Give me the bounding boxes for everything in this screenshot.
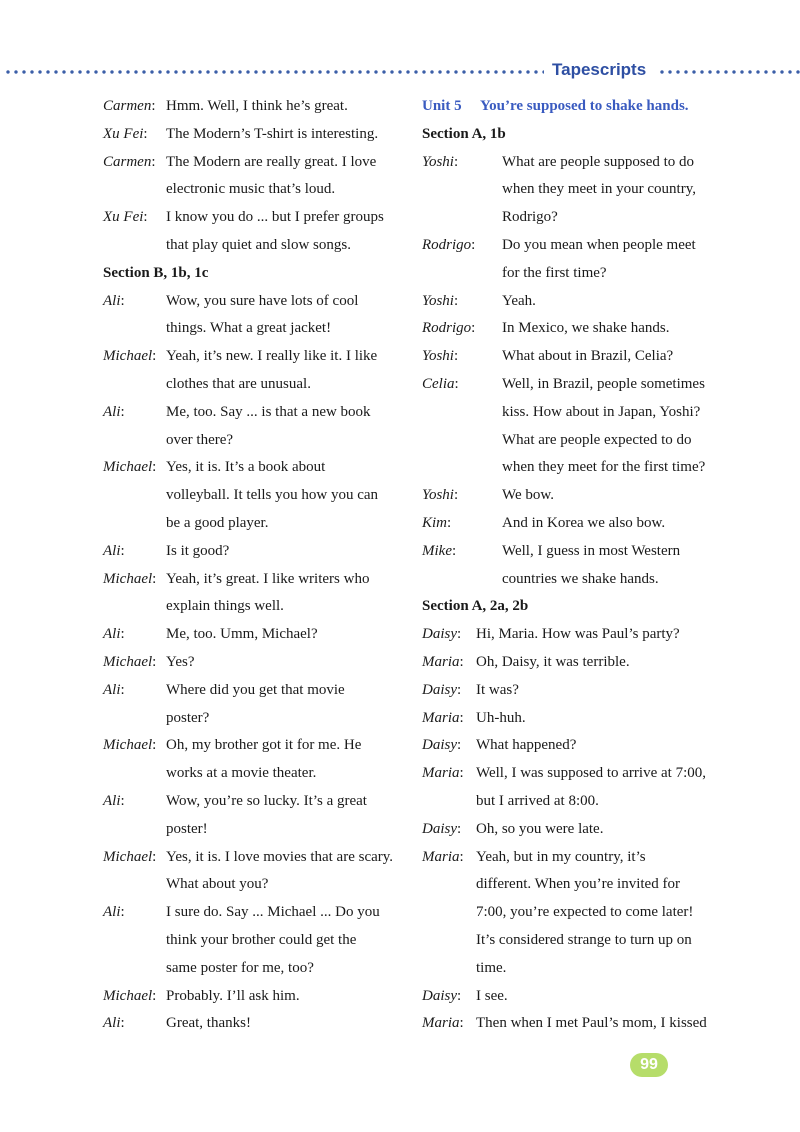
dialogue-line [103,427,403,455]
dialogue-line [103,399,403,427]
speaker-label: Daisy [422,737,457,754]
speaker-name [103,788,166,816]
speaker-name [422,538,502,566]
speaker-label: Ali [103,542,121,559]
speaker-label: Xu Fei [103,209,144,226]
dialogue-text: I sure do. Say ... Michael ... Do you [166,904,380,921]
dialogue-line [103,705,403,733]
speaker-name [103,593,166,621]
dialogue-text: 7:00, you’re expected to come later! [476,904,694,921]
dialogue-text: Great, thanks! [166,1015,251,1032]
dialogue-text: Yeah, but in my country, it’s [476,848,646,865]
dialogue-line [103,288,403,316]
dialogue-line [103,204,403,232]
dialogue-text: Hmm. Well, I think he’s great. [166,98,348,114]
unit-number: Unit 5 [422,98,462,114]
dialogue-text: poster! [166,820,208,837]
speaker-name [422,232,502,260]
speaker-label: Michael [103,459,153,476]
speaker-colon: : [152,459,157,476]
speaker-name [103,871,166,899]
dialogue-text: Where did you get that movie [166,681,345,698]
dialogue-line [422,732,722,760]
speaker-colon: : [459,1015,464,1032]
dialogue-line [103,343,403,371]
speaker-colon: : [120,403,125,420]
dialogue-text: It was? [476,681,519,698]
dialogue-line [103,1010,403,1038]
speaker-label: Maria [422,848,460,865]
dialogue-text: be a good player. [166,514,269,531]
speaker-name [422,454,502,482]
speaker-label: Daisy [422,626,457,643]
dialogue-line [103,371,403,399]
speaker-name [103,983,166,1011]
speaker-name [422,149,502,177]
speaker-name [422,510,502,538]
speaker-name [103,454,166,482]
speaker-label: Maria [422,1015,460,1032]
dialogue-line [103,983,403,1011]
speaker-name [103,482,166,510]
dialogue-text: volleyball. It tells you how you can [166,487,379,504]
dialogue-line [422,677,722,705]
dialogue-line [103,566,403,594]
dialogue-line [103,732,403,760]
speaker-colon: : [457,987,462,1004]
dialogue-text: kiss. How about in Japan, Yoshi? [502,403,701,420]
dialogue-line [422,176,722,204]
dialogue-text: same poster for me, too? [166,959,314,976]
speaker-label: Xu Fei [103,125,144,142]
dialogue-text: Yes, it is. I love movies that are scary. [166,848,394,865]
dialogue-line [422,149,722,177]
speaker-colon: : [152,987,157,1004]
dialogue-line [103,121,403,149]
speaker-label: Ali [103,292,121,309]
speaker-name [103,343,166,371]
speaker-label: Rodrigo [422,320,472,337]
dialogue-line [422,788,722,816]
dialogue-text: Oh, my brother got it for me. He [166,737,362,754]
dialogue-line [103,927,403,955]
speaker-label: Ali [103,681,121,698]
speaker-name [103,371,166,399]
speaker-name [422,621,476,649]
speaker-colon: : [120,542,125,559]
dialogue-text: Me, too. Umm, Michael? [166,626,318,643]
dialogue-line [422,816,722,844]
speaker-label: Maria [422,653,460,670]
speaker-label: Mike [422,542,452,559]
speaker-label: Celia [422,375,455,392]
dialogue-text: Yes, it is. It’s a book about [166,459,326,476]
speaker-name [103,677,166,705]
speaker-colon: : [453,292,459,309]
dialogue-line [103,510,403,538]
speaker-label: Ali [103,403,121,420]
dialogue-line [422,927,722,955]
speaker-name [422,1010,476,1038]
dialogue-line [422,760,722,788]
speaker-name [422,482,502,510]
speaker-label: Michael [103,987,153,1004]
speaker-label: Michael [103,653,153,670]
speaker-name [103,176,166,204]
speaker-colon: : [120,904,125,921]
speaker-name [422,732,476,760]
dialogue-line [422,454,722,482]
dialogue-text: Wow, you sure have lots of cool [166,292,359,309]
speaker-label: Yoshi [422,487,454,504]
dialogue-line [103,760,403,788]
dialogue-text: Well, I guess in most Western [502,542,681,559]
dialogue-text: think your brother could get the [166,931,357,948]
speaker-name [422,871,476,899]
speaker-name [103,427,166,455]
speaker-colon: : [454,375,459,392]
speaker-name [422,760,476,788]
dialogue-text: Wow, you’re so lucky. It’s a great [166,792,367,809]
speaker-colon: : [447,514,452,531]
dialogue-line [103,649,403,677]
speaker-name [422,399,502,427]
dialogue-text: over there? [166,431,234,448]
dialogue-text: What happened? [476,737,577,754]
unit-heading [422,93,722,121]
speaker-label: Ali [103,626,121,643]
speaker-name [422,288,502,316]
speaker-name [422,566,502,594]
dialogue-text: when they meet for the first time? [502,459,706,476]
speaker-colon: : [152,737,157,754]
dialogue-line [422,315,722,343]
speaker-colon: : [453,348,459,365]
dialogue-text: Uh-huh. [476,709,526,726]
speaker-colon: : [457,820,462,837]
speaker-label: Yoshi [422,153,454,170]
dialogue-text: What about you? [166,876,269,893]
speaker-name [422,427,502,455]
dialogue-text: Hi, Maria. How was Paul’s party? [476,626,680,643]
left-column [103,93,403,1038]
speaker-name [103,649,166,677]
dialogue-text: countries we shake hands. [502,570,659,587]
dialogue-text: Oh, so you were late. [476,820,604,837]
dialogue-line [103,677,403,705]
dialogue-line [422,427,722,455]
speaker-name [103,955,166,983]
speaker-colon: : [152,848,157,865]
dialogue-line [422,705,722,733]
speaker-name [103,927,166,955]
dialogue-text: for the first time? [502,264,607,281]
speaker-name [103,538,166,566]
dialogue-line [422,399,722,427]
speaker-label: Rodrigo [422,236,472,253]
speaker-name [422,315,502,343]
dialogue-line [422,510,722,538]
speaker-colon: : [459,709,464,726]
dialogue-line [422,844,722,872]
speaker-label: Maria [422,765,460,782]
speaker-label: Michael [103,348,153,365]
dialogue-line [422,260,722,288]
speaker-colon: : [151,98,156,114]
dialogue-line [103,871,403,899]
dialogue-text: that play quiet and slow songs. [166,236,351,253]
speaker-name [103,121,166,149]
speaker-name [422,816,476,844]
header-dots-left [4,70,544,74]
section-heading: Section A, 2a, 2b [422,598,529,615]
speaker-label: Daisy [422,681,457,698]
dialogue-text: I know you do ... but I prefer groups [166,209,384,226]
dialogue-line [422,871,722,899]
dialogue-text: What about in Brazil, Celia? [502,348,674,365]
dialogue-text: In Mexico, we shake hands. [502,320,670,337]
speaker-label: Michael [103,737,153,754]
dialogue-text: Do you mean when people meet [502,236,696,253]
dialogue-text: electronic music that’s loud. [166,181,336,198]
dialogue-text: clothes that are unusual. [166,375,311,392]
header-dots-right [658,70,800,74]
speaker-colon: : [120,1015,125,1032]
speaker-name [422,343,502,371]
page-header [0,58,800,86]
speaker-name [422,677,476,705]
speaker-label: Maria [422,709,460,726]
dialogue-text: when they meet in your country, [502,181,696,198]
speaker-colon: : [459,653,464,670]
dialogue-line [103,176,403,204]
speaker-name [103,566,166,594]
dialogue-text: poster? [166,709,210,726]
speaker-colon: : [453,487,459,504]
dialogue-text: Oh, Daisy, it was terrible. [476,653,630,670]
speaker-colon: : [120,292,125,309]
speaker-name [103,1010,166,1038]
dialogue-line [422,204,722,232]
speaker-name [103,816,166,844]
speaker-name [422,649,476,677]
dialogue-text: Is it good? [166,542,230,559]
section-heading: Section B, 1b, 1c [103,264,209,281]
page-number: 99 [630,1053,668,1077]
speaker-label: Yoshi [422,292,454,309]
header-title: Tapescripts [552,60,647,79]
dialogue-line [422,1010,722,1038]
speaker-colon: : [120,626,125,643]
speaker-name [103,732,166,760]
speaker-label: Carmen [103,98,152,114]
speaker-label: Michael [103,848,153,865]
section-heading: Section A, 1b [422,125,506,142]
dialogue-line [422,232,722,260]
dialogue-text: We bow. [502,487,554,504]
dialogue-text: Probably. I’ll ask him. [166,987,300,1004]
dialogue-text: What are people supposed to do [502,153,695,170]
dialogue-text: explain things well. [166,598,284,615]
dialogue-text: works at a movie theater. [166,765,317,782]
speaker-name [103,510,166,538]
dialogue-line [103,899,403,927]
dialogue-line [422,649,722,677]
speaker-name [422,955,476,983]
dialogue-line [103,955,403,983]
dialogue-text: Yeah, it’s great. I like writers who [166,570,370,587]
speaker-name [103,705,166,733]
speaker-name [422,899,476,927]
dialogue-line [103,788,403,816]
speaker-colon: : [457,626,462,643]
speaker-label: Kim [422,514,448,531]
dialogue-line [422,371,722,399]
dialogue-line [103,844,403,872]
speaker-name [422,260,502,288]
speaker-label: Daisy [422,987,457,1004]
speaker-colon: : [152,653,157,670]
speaker-label: Michael [103,570,153,587]
dialogue-line [103,621,403,649]
dialogue-text: Yeah. [502,292,536,309]
speaker-colon: : [143,125,148,142]
dialogue-line [422,538,722,566]
speaker-name [422,983,476,1011]
dialogue-line [422,621,722,649]
dialogue-text: Me, too. Say ... is that a new book [166,403,371,420]
speaker-colon: : [471,236,476,253]
speaker-name [103,399,166,427]
speaker-name [422,844,476,872]
dialogue-line [422,343,722,371]
speaker-label: Daisy [422,820,457,837]
speaker-name [422,176,502,204]
dialogue-text: Yes? [166,653,195,670]
dialogue-line [422,482,722,510]
speaker-colon: : [457,737,462,754]
dialogue-line [103,315,403,343]
dialogue-text: And in Korea we also bow. [502,514,666,531]
right-column [422,93,722,1038]
dialogue-text: but I arrived at 8:00. [476,792,599,809]
speaker-name [422,927,476,955]
dialogue-text: I see. [476,987,508,1004]
dialogue-line [422,899,722,927]
speaker-colon: : [451,542,457,559]
speaker-colon: : [151,153,156,170]
speaker-label: Carmen [103,153,152,170]
speaker-colon: : [453,153,459,170]
speaker-name [422,705,476,733]
dialogue-text: Yeah, it’s new. I really like it. I like [166,348,378,365]
speaker-label: Yoshi [422,348,454,365]
speaker-name [103,149,166,177]
dialogue-line [103,593,403,621]
dialogue-text: different. When you’re invited for [476,876,680,893]
dialogue-line [422,983,722,1011]
speaker-name [103,204,166,232]
dialogue-text: What are people expected to do [502,431,692,448]
speaker-label: Ali [103,792,121,809]
unit-title: You’re supposed to shake hands. [480,98,689,114]
speaker-colon: : [152,348,157,365]
dialogue-line [422,288,722,316]
speaker-name [422,204,502,232]
dialogue-line [422,955,722,983]
speaker-colon: : [459,848,464,865]
dialogue-text: time. [476,959,507,976]
speaker-name [422,371,502,399]
dialogue-text: It’s considered strange to turn up on [476,931,692,948]
dialogue-line [103,816,403,844]
speaker-label: Ali [103,904,121,921]
dialogue-text: Well, I was supposed to arrive at 7:00, [476,765,706,782]
speaker-name [103,844,166,872]
dialogue-line [103,538,403,566]
speaker-colon: : [457,681,462,698]
speaker-colon: : [471,320,476,337]
speaker-name [103,93,166,121]
speaker-name [103,621,166,649]
dialogue-line [103,482,403,510]
dialogue-line [103,149,403,177]
speaker-label: Ali [103,1015,121,1032]
speaker-colon: : [152,570,157,587]
speaker-colon: : [143,209,148,226]
speaker-name [422,788,476,816]
dialogue-line [422,566,722,594]
speaker-name [103,232,166,260]
speaker-name [103,899,166,927]
speaker-name [103,760,166,788]
dialogue-line [103,454,403,482]
speaker-name [103,288,166,316]
dialogue-line [103,232,403,260]
speaker-colon: : [120,681,125,698]
dialogue-text: Well, in Brazil, people sometimes [502,375,705,392]
dialogue-line [103,93,403,121]
dialogue-text: Rodrigo? [502,209,558,226]
dialogue-text: things. What a great jacket! [166,320,332,337]
dialogue-text: The Modern are really great. I love [166,153,377,170]
dialogue-text: Then when I met Paul’s mom, I kissed [476,1015,707,1032]
speaker-colon: : [459,765,464,782]
dialogue-text: The Modern’s T-shirt is interesting. [166,125,379,142]
speaker-colon: : [120,792,125,809]
speaker-name [103,315,166,343]
